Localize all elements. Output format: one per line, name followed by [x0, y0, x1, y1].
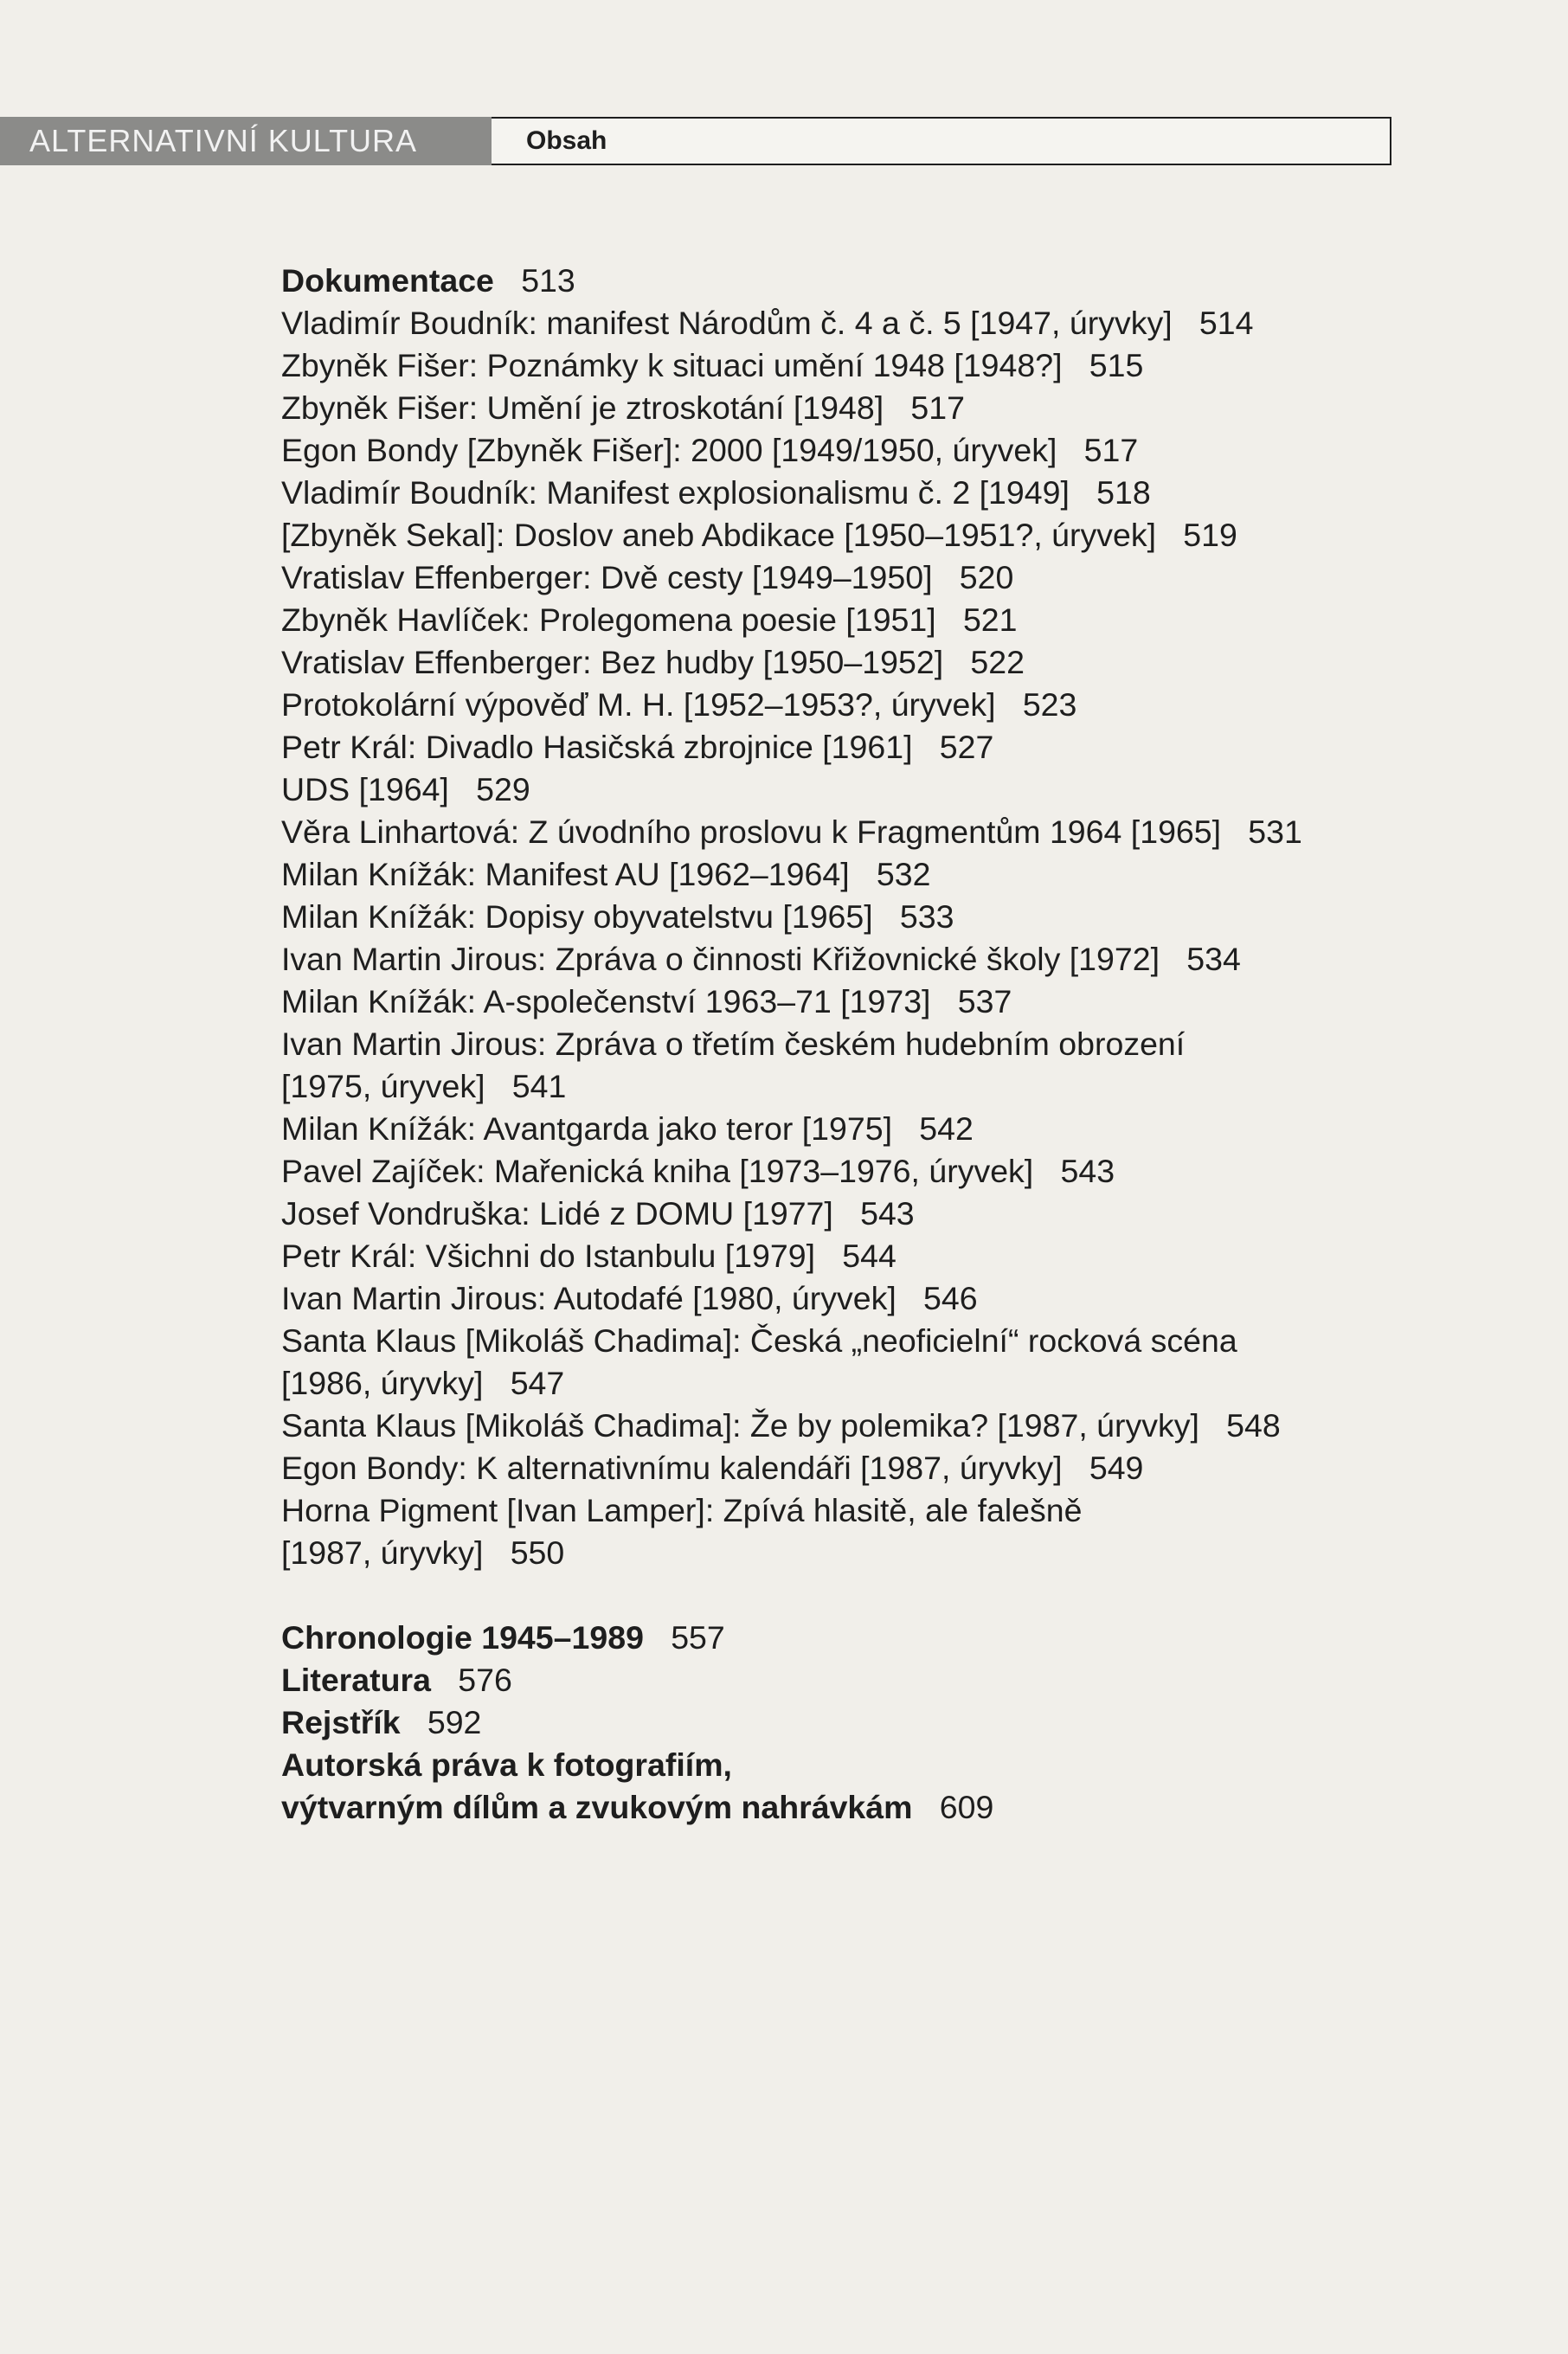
- toc-entry: Petr Král: Všichni do Istanbulu [1979] 544: [281, 1238, 896, 1274]
- toc-entry: Ivan Martin Jirous: Zpráva o třetím českém hudebním obrození: [281, 1026, 1186, 1062]
- toc-copyright-label: výtvarným dílům a zvukovým nahrávkám: [281, 1789, 913, 1825]
- toc-entry: Zbyněk Fišer: Poznámky k situaci umění 1948 [1948?] 515: [281, 347, 1144, 383]
- toc-entry: Santa Klaus [Mikoláš Chadima]: Že by polemika? [1987, úryvky] 548: [281, 1407, 1281, 1444]
- toc-entry: Vladimír Boudník: Manifest explosionalismu č. 2 [1949] 518: [281, 474, 1151, 511]
- toc-copyright-page: 609: [939, 1789, 994, 1825]
- section-label: ALTERNATIVNÍ KULTURA: [0, 117, 492, 165]
- toc-entry: [1986, úryvky] 547: [281, 1365, 565, 1401]
- page-title: Obsah: [492, 117, 1391, 165]
- toc-entry: Egon Bondy: K alternativnímu kalendáři [1987, úryvky] 549: [281, 1450, 1144, 1486]
- toc-backmatter-page: 592: [427, 1704, 482, 1740]
- toc-heading-label: Dokumentace: [281, 262, 494, 299]
- toc-section-heading: [281, 260, 1493, 302]
- toc-backmatter-entry: [281, 1659, 1493, 1701]
- toc-entry: Vladimír Boudník: manifest Národům č. 4 a č. 5 [1947, úryvky] 514: [281, 305, 1254, 341]
- toc-entry: Milan Knížák: Manifest AU [1962–1964] 532: [281, 856, 931, 892]
- toc-backmatter-label: Literatura: [281, 1662, 431, 1698]
- toc-entry: [1987, úryvky] 550: [281, 1534, 565, 1571]
- toc-content: [281, 260, 1493, 1829]
- toc-backmatter-label: Rejstřík: [281, 1704, 401, 1740]
- toc-copyright-entry: [281, 1786, 1493, 1829]
- toc-entry: Horna Pigment [Ivan Lamper]: Zpívá hlasitě, ale falešně: [281, 1492, 1083, 1528]
- toc-entry: Zbyněk Fišer: Umění je ztroskotání [1948] 517: [281, 389, 965, 426]
- toc-backmatter-page: 557: [671, 1619, 725, 1656]
- spacer: [281, 1574, 1493, 1617]
- toc-entry: Petr Král: Divadlo Hasičská zbrojnice [1961] 527: [281, 729, 994, 765]
- toc-backmatter-entry: [281, 1617, 1493, 1659]
- toc-entry: Santa Klaus [Mikoláš Chadima]: Česká „neoficielní“ rocková scéna: [281, 1322, 1237, 1359]
- toc-entry: [Zbyněk Sekal]: Doslov aneb Abdikace [1950–1951?, úryvek] 519: [281, 517, 1237, 553]
- toc-entry: Věra Linhartová: Z úvodního proslovu k Fragmentům 1964 [1965] 531: [281, 814, 1302, 850]
- toc-copyright-line: Autorská práva k fotografiím,: [281, 1746, 732, 1783]
- toc-heading-page: 513: [521, 262, 575, 299]
- toc-entry: Egon Bondy [Zbyněk Fišer]: 2000 [1949/1950, úryvek] 517: [281, 432, 1139, 468]
- toc-entry: Milan Knížák: A-společenství 1963–71 [1973] 537: [281, 983, 1012, 1019]
- toc-entry: Vratislav Effenberger: Bez hudby [1950–1952] 522: [281, 644, 1025, 680]
- toc-entry: Zbyněk Havlíček: Prolegomena poesie [1951] 521: [281, 601, 1018, 638]
- toc-entry: Vratislav Effenberger: Dvě cesty [1949–1950] 520: [281, 559, 1014, 595]
- toc-entry: Ivan Martin Jirous: Zpráva o činnosti Křižovnické školy [1972] 534: [281, 941, 1241, 977]
- toc-entry: Milan Knížák: Avantgarda jako teror [1975] 542: [281, 1110, 974, 1147]
- toc-backmatter-label: Chronologie 1945–1989: [281, 1619, 644, 1656]
- page-header: [0, 117, 1391, 165]
- toc-entry: Pavel Zajíček: Mařenická kniha [1973–1976, úryvek] 543: [281, 1153, 1115, 1189]
- toc-backmatter-page: 576: [458, 1662, 512, 1698]
- toc-entry: Josef Vondruška: Lidé z DOMU [1977] 543: [281, 1195, 915, 1232]
- toc-entry: Milan Knížák: Dopisy obyvatelstvu [1965] 533: [281, 898, 954, 935]
- toc-entry: Ivan Martin Jirous: Autodafé [1980, úryvek] 546: [281, 1280, 978, 1316]
- toc-entry: UDS [1964] 529: [281, 771, 530, 807]
- toc-entry: [1975, úryvek] 541: [281, 1068, 567, 1104]
- toc-entry: Protokolární výpověď M. H. [1952–1953?, úryvek] 523: [281, 686, 1077, 723]
- toc-backmatter-entry: [281, 1701, 1493, 1744]
